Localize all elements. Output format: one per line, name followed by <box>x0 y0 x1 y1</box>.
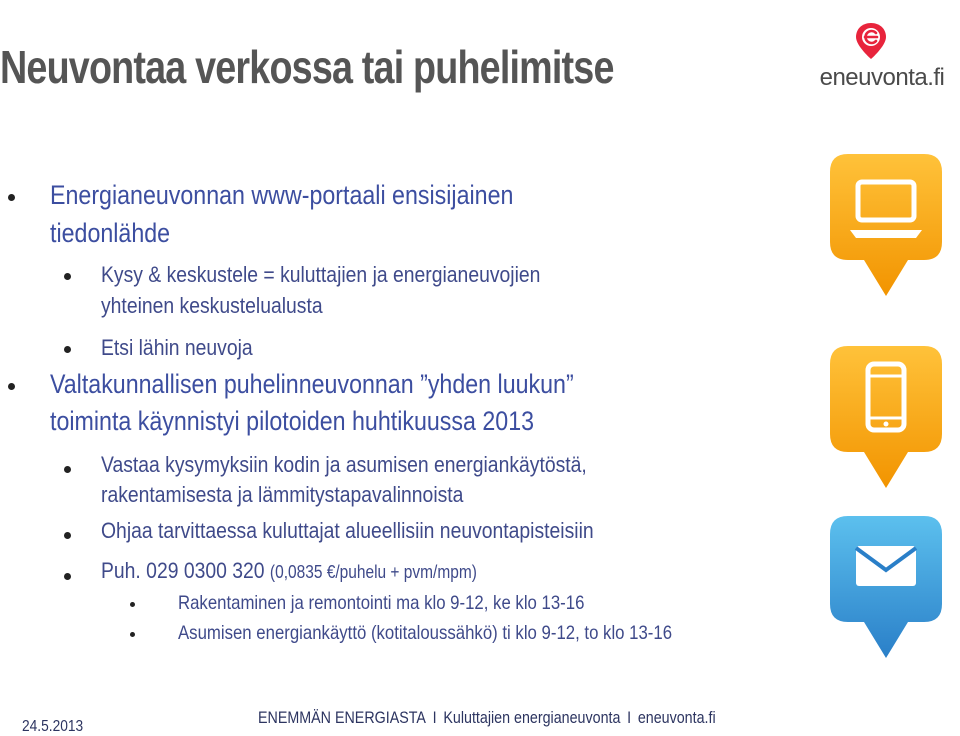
footer-date: 24.5.2013 <box>22 718 84 735</box>
slide-title: Neuvontaa verkossa tai puhelimitse <box>0 41 614 93</box>
mail-icon <box>826 512 946 662</box>
channel-icons <box>826 150 960 680</box>
phone-icon <box>826 342 946 492</box>
bullet-l2-ohjaa: Ohjaa tarvittaessa kuluttajat alueellisiin neuvontapisteisiin <box>101 518 594 543</box>
bullet-l2-kysy-line1: Kysy & keskustele = kuluttajien ja energianeuvojien <box>101 262 541 287</box>
bullet-dot <box>64 532 71 539</box>
bullet-l1-1-line2: tiedonlähde <box>50 218 171 248</box>
footer-separator: I <box>432 708 437 727</box>
bullet-l1-2-line1: Valtakunnallisen puhelinneuvonnan ”yhden luukun” <box>50 369 574 399</box>
bullet-l2-etsi: Etsi lähin neuvoja <box>101 335 253 360</box>
bullet-l3-rakentaminen: Rakentaminen ja remontointi ma klo 9-12, ke klo 13-16 <box>178 592 585 614</box>
bullet-l1-2-line2: toiminta käynnistyi pilotoiden huhtikuussa 2013 <box>50 406 535 436</box>
footer-org: ENEMMÄN ENERGIASTA <box>258 708 426 727</box>
bullet-dot <box>130 632 135 637</box>
bullet-dot <box>64 466 71 473</box>
bullet-dot <box>8 194 15 201</box>
bullet-dot <box>64 573 71 580</box>
bullet-dot <box>130 602 135 607</box>
bullet-l2-vastaa-line2: rakentamisesta ja lämmitystapavalinnoista <box>101 482 464 507</box>
eneuvonta-logo <box>812 22 952 92</box>
logo-pin-icon <box>854 22 888 60</box>
laptop-icon <box>826 150 946 300</box>
phone-price: (0,0835 €/puhelu + pvm/mpm) <box>269 562 477 582</box>
bullet-l3-asumisen: Asumisen energiankäyttö (kotitaloussähkö) ti klo 9-12, to klo 13-16 <box>178 622 673 644</box>
footer-service: Kuluttajien energianeuvonta <box>443 708 621 727</box>
footer-separator: I <box>627 708 632 727</box>
logo-text: eneuvonta.fi <box>819 64 945 91</box>
bullet-dot <box>64 346 71 353</box>
bullet-l2-vastaa-line1: Vastaa kysymyksiin kodin ja asumisen energiankäytöstä, <box>101 452 587 477</box>
bullet-dot <box>8 383 15 390</box>
bullet-l2-kysy-line2: yhteinen keskustelualusta <box>101 293 323 318</box>
phone-number: Puh. 029 0300 320 <box>101 558 270 583</box>
bullet-l1-1-line1: Energianeuvonnan www-portaali ensisijainen <box>50 180 514 210</box>
bullet-dot <box>64 273 71 280</box>
footer-site: eneuvonta.fi <box>637 708 716 727</box>
slide-footer <box>0 700 960 734</box>
footer-info <box>258 708 716 728</box>
bullet-l2-puh <box>101 558 538 584</box>
